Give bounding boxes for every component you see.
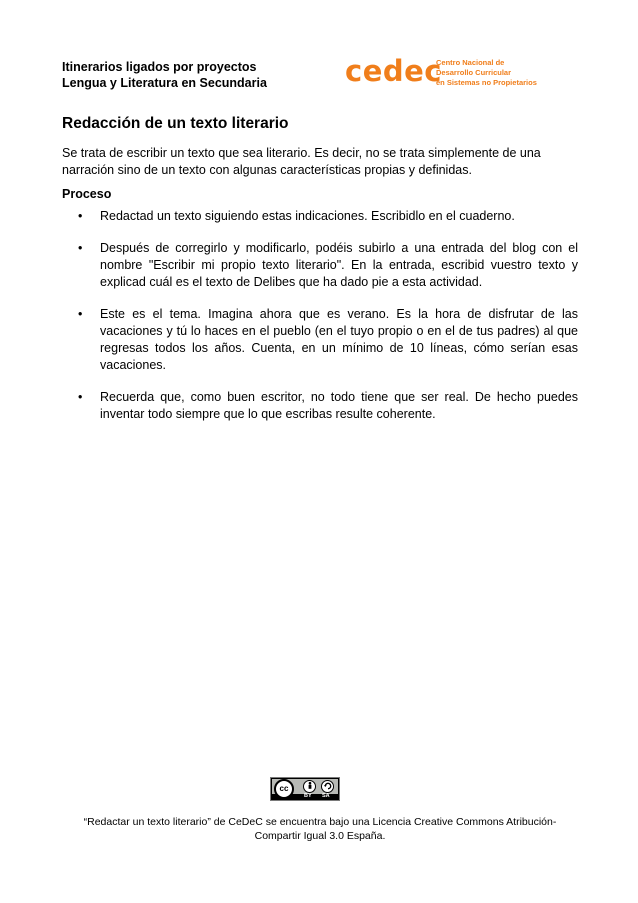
license-footer: “Redactar un texto literario” de CeDeC se encuentra bajo una Licencia Creative Commons Atribución-Compartir Igual 3.0 España. bbox=[83, 816, 557, 842]
attribution-person-icon bbox=[303, 780, 316, 793]
logo-subtitle-line-3: en Sistemas no Propietarios bbox=[436, 78, 537, 87]
list-item-text: Este es el tema. Imagina ahora que es verano. Es la hora de disfrutar de las vacaciones y tú lo haces en el pueblo (en el tuyo propio o en el de tus padres) al que regresas todos los años. Cuenta, en un mínimo de 10 líneas, cómo serían esas vacaciones. bbox=[100, 307, 578, 372]
cedec-logo-subtitle bbox=[436, 58, 546, 88]
list-item-text: Después de corregirlo y modificarlo, podéis subirlo a una entrada del blog con el nombre "Escribir mi propio texto literario". En la entrada, escribid vuestro texto y explicad cuál es el texto de Delibes que ha dado pie a esta actividad. bbox=[100, 241, 578, 289]
bullet-icon: • bbox=[78, 209, 83, 223]
page-title: Redacción de un texto literario bbox=[62, 115, 289, 132]
logo-subtitle-line-1: Centro Nacional de bbox=[436, 58, 505, 67]
badge-label-by: BY bbox=[304, 793, 312, 799]
cedec-logo bbox=[345, 54, 545, 91]
cedec-logo-word: cedec bbox=[345, 54, 442, 88]
list-item-text: Recuerda que, como buen escritor, no todo tiene que ser real. De hecho puedes inventar todo siempre que lo que escribas resulte coherente. bbox=[100, 390, 578, 421]
share-alike-icon bbox=[321, 780, 334, 793]
person-icon-glyph bbox=[305, 781, 315, 791]
list-item bbox=[62, 306, 578, 374]
list-item bbox=[62, 240, 578, 291]
list-item-text: Redactad un texto siguiendo estas indicaciones. Escribidlo en el cuaderno. bbox=[100, 209, 515, 223]
header-subject-line: Lengua y Literatura en Secundaria bbox=[62, 76, 267, 90]
badge-label-sa: SA bbox=[322, 793, 330, 799]
document-header bbox=[62, 59, 312, 91]
intro-paragraph: Se trata de escribir un texto que sea literario. Es decir, no se trata simplemente de una narración sino de un texto con algunas características propias y definidas. bbox=[62, 146, 541, 177]
bullet-icon: • bbox=[78, 390, 83, 404]
logo-subtitle-line-2: Desarrollo Curricular bbox=[436, 68, 512, 77]
section-heading-proceso: Proceso bbox=[62, 187, 112, 201]
cc-logo-icon: cc bbox=[274, 779, 294, 799]
list-item bbox=[62, 208, 578, 225]
bullet-icon: • bbox=[78, 307, 83, 321]
header-project-line: Itinerarios ligados por proyectos bbox=[62, 60, 257, 74]
bullet-icon: • bbox=[78, 241, 83, 255]
process-list bbox=[62, 208, 578, 438]
cc-by-sa-license-badge bbox=[270, 777, 340, 801]
list-item bbox=[62, 389, 578, 423]
share-alike-glyph bbox=[323, 781, 333, 791]
